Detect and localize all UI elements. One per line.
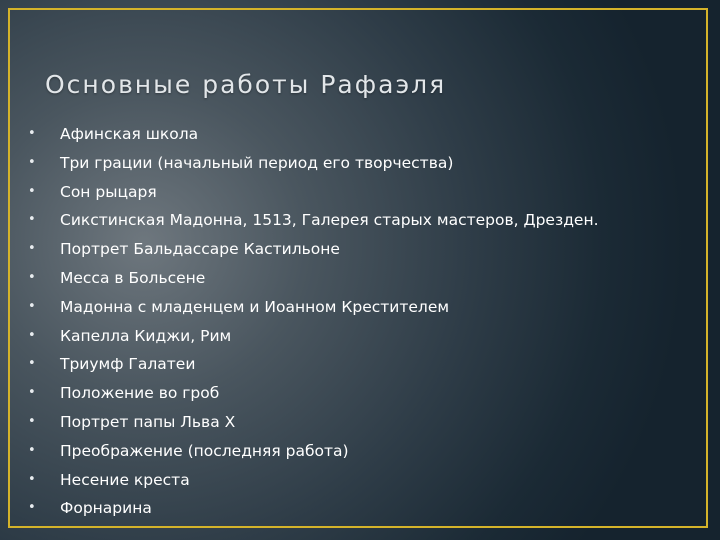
list-item <box>26 120 599 149</box>
list-item <box>26 178 599 207</box>
slide-title: Основные работы Рафаэля <box>45 70 447 99</box>
list-item <box>26 466 599 495</box>
list-item-text: Портрет Бальдассаре Кастильоне <box>60 240 340 259</box>
list-item <box>26 322 599 351</box>
list-item-text: Мадонна с младенцем и Иоанном Крестителем <box>60 297 450 316</box>
bullet-icon: • <box>28 241 36 257</box>
bullet-icon: • <box>28 183 36 199</box>
bullet-icon: • <box>28 269 36 285</box>
list-item <box>26 408 599 437</box>
list-item-text: Триумф Галатеи <box>60 355 196 374</box>
works-list <box>26 120 599 523</box>
bullet-icon: • <box>28 385 36 401</box>
list-item <box>26 235 599 264</box>
bullet-icon: • <box>28 327 36 343</box>
list-item-text: Положение во гроб <box>60 384 220 403</box>
bullet-icon: • <box>28 126 36 141</box>
list-item-text: Афинская школа <box>60 125 199 143</box>
list-item-text: Портрет папы Льва X <box>60 412 236 431</box>
bullet-icon: • <box>28 413 36 429</box>
list-item-text: Капелла Киджи, Рим <box>60 326 232 345</box>
bullet-icon: • <box>28 442 36 458</box>
list-item <box>26 206 599 235</box>
bullet-icon: • <box>28 356 36 372</box>
list-item-text: Месса в Больсене <box>60 268 206 287</box>
list-item <box>26 264 599 293</box>
list-item <box>26 149 599 178</box>
list-item-text: Три грации (начальный период его творчества) <box>60 153 454 172</box>
bullet-icon: • <box>28 500 36 516</box>
list-item <box>26 350 599 379</box>
bullet-icon: • <box>28 212 36 228</box>
bullet-icon: • <box>28 471 36 487</box>
list-item <box>26 437 599 466</box>
list-item-text: Сикстинская Мадонна, 1513, Галерея старых мастеров, Дрезден. <box>60 211 599 230</box>
list-item <box>26 293 599 322</box>
list-item-text: Преображение (последняя работа) <box>60 441 349 460</box>
list-item-text: Несение креста <box>60 470 190 489</box>
list-item-text: Форнарина <box>60 499 152 518</box>
list-item-text: Сон рыцаря <box>60 182 157 201</box>
list-item <box>26 379 599 408</box>
list-item <box>26 494 599 523</box>
bullet-icon: • <box>28 154 36 170</box>
bullet-icon: • <box>28 298 36 314</box>
